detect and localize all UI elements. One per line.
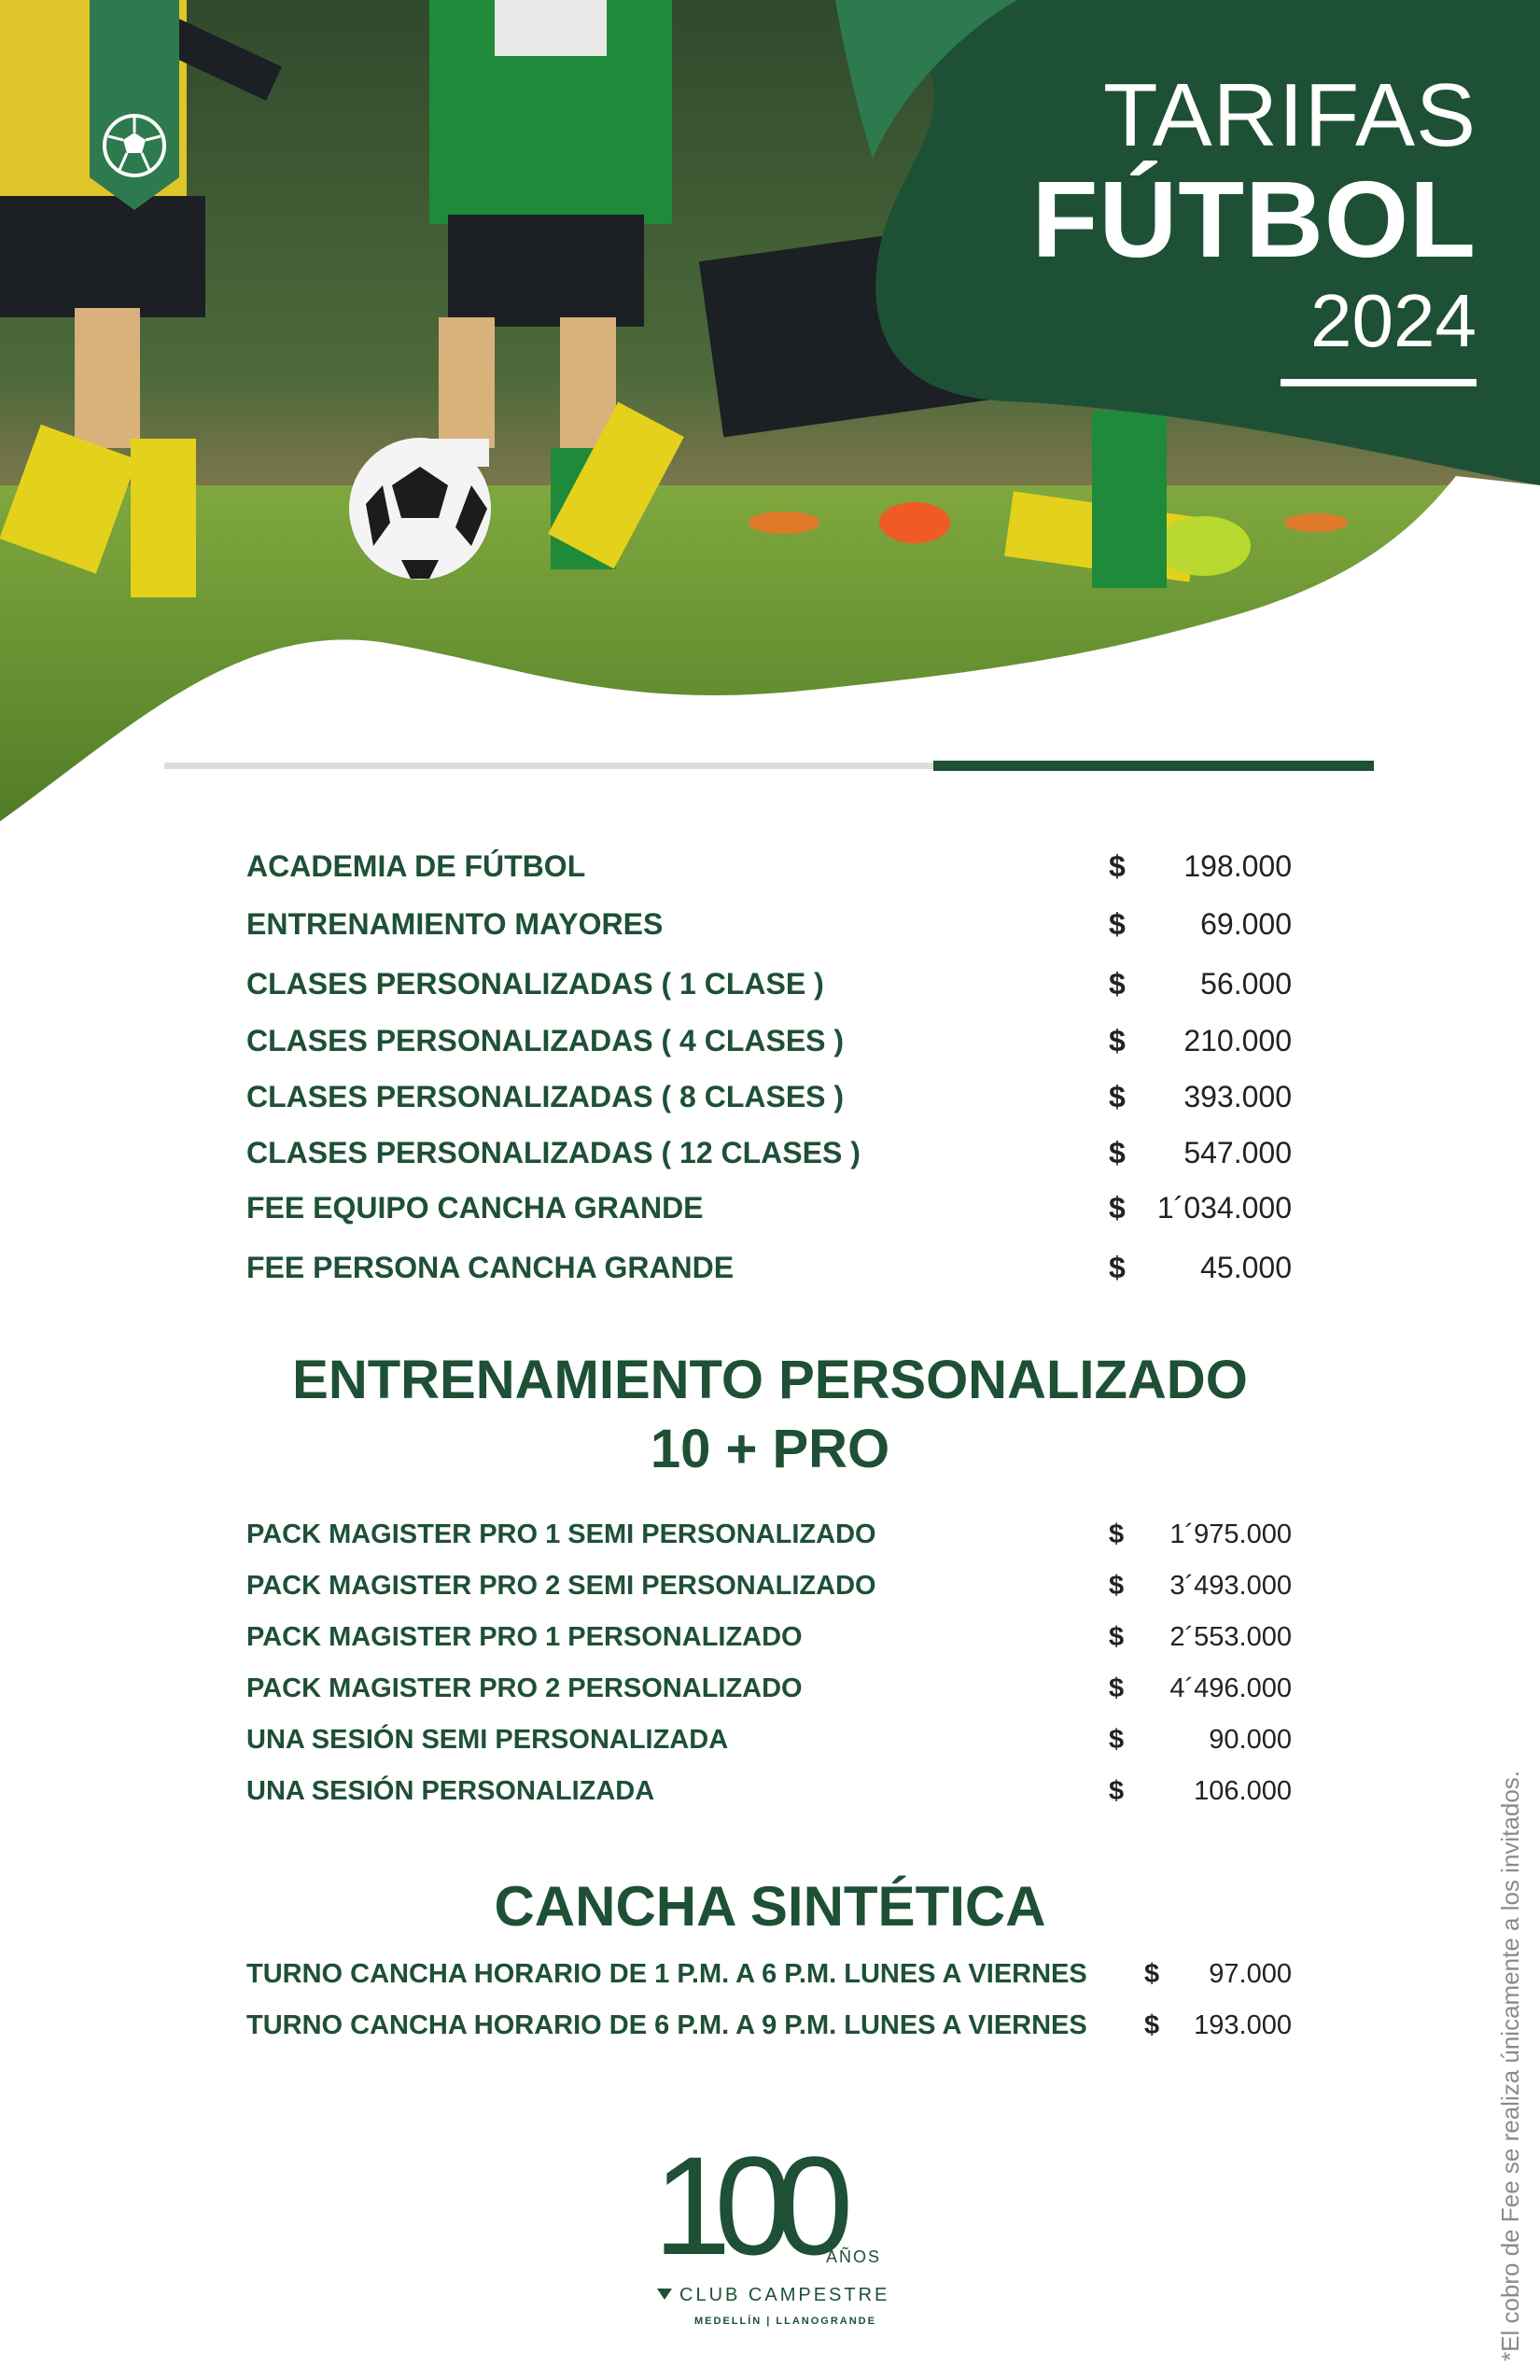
currency-symbol: $: [1109, 1136, 1126, 1169]
item-price: 56.000: [1200, 967, 1292, 1001]
heading-line-2: 10 + PRO: [650, 1419, 890, 1479]
item-label: PACK MAGISTER PRO 1 PERSONALIZADO: [246, 1622, 803, 1652]
logo-locations: MEDELLÍN | LLANOGRANDE: [694, 2316, 876, 2327]
price-row: [246, 904, 1292, 951]
item-label: CLASES PERSONALIZADAS ( 8 CLASES ): [246, 1080, 845, 1113]
price-row: [246, 1516, 1292, 1562]
price-row: [246, 2007, 1292, 2053]
fee-note: *El cobro de Fee se realiza únicamente a los invitados.: [1496, 1770, 1524, 2361]
item-price: 45.000: [1200, 1251, 1292, 1284]
item-label: TURNO CANCHA HORARIO DE 6 P.M. A 9 P.M. LUNES A VIERNES: [246, 2010, 1087, 2040]
price-row: [246, 1077, 1292, 1124]
price-row: [246, 1021, 1292, 1068]
item-label: FEE EQUIPO CANCHA GRANDE: [246, 1191, 704, 1225]
currency-symbol: $: [1109, 1571, 1125, 1601]
item-label: CLASES PERSONALIZADAS ( 12 CLASES ): [246, 1136, 861, 1169]
item-label: UNA SESIÓN PERSONALIZADA: [246, 1776, 655, 1806]
currency-symbol: $: [1109, 1776, 1125, 1806]
currency-symbol: $: [1109, 1191, 1126, 1225]
currency-symbol: $: [1109, 1673, 1125, 1703]
currency-symbol: $: [1109, 849, 1126, 883]
item-price: 3´493.000: [1169, 1571, 1292, 1601]
logo-anos: AÑOS: [826, 2247, 882, 2266]
page-title: [1032, 67, 1477, 368]
currency-symbol: $: [1109, 1622, 1125, 1652]
price-row: [246, 1133, 1292, 1180]
currency-symbol: $: [1109, 1725, 1125, 1755]
currency-symbol: $: [1144, 2010, 1160, 2040]
price-row: [246, 1567, 1292, 1614]
divider-green: [933, 761, 1374, 771]
item-price: 106.000: [1194, 1776, 1292, 1806]
logo-club-name: CLUB CAMPESTRE: [679, 2285, 890, 2305]
price-row: [246, 847, 1292, 893]
price-row: [246, 1721, 1292, 1768]
item-label: TURNO CANCHA HORARIO DE 1 P.M. A 6 P.M. LUNES A VIERNES: [246, 1959, 1087, 1989]
price-row: [246, 1955, 1292, 2002]
soccer-ball-illustration: [349, 438, 491, 580]
item-label: ENTRENAMIENTO MAYORES: [246, 907, 664, 941]
section-divider: [164, 761, 1374, 770]
currency-symbol: $: [1109, 1080, 1126, 1113]
item-price: 90.000: [1209, 1725, 1292, 1755]
currency-symbol: $: [1109, 907, 1126, 941]
item-price: 97.000: [1209, 1959, 1292, 1989]
price-row: [246, 1248, 1292, 1295]
price-row: [246, 1772, 1292, 1819]
item-price: 1´975.000: [1169, 1519, 1292, 1549]
item-price: 2´553.000: [1169, 1622, 1292, 1652]
item-price: 393.000: [1183, 1080, 1292, 1113]
club-logo: [653, 2147, 896, 2333]
item-price: 4´496.000: [1169, 1673, 1292, 1703]
price-row: [246, 1618, 1292, 1665]
item-label: ACADEMIA DE FÚTBOL: [246, 849, 586, 883]
section-heading-cancha: CANCHA SINTÉTICA: [494, 1875, 1046, 1938]
title-line-2: FÚTBOL: [1031, 159, 1477, 280]
item-price: 193.000: [1194, 2010, 1292, 2040]
logo-number: 100: [653, 2147, 837, 2284]
item-label: CLASES PERSONALIZADAS ( 4 CLASES ): [246, 1024, 845, 1057]
item-label: UNA SESIÓN SEMI PERSONALIZADA: [246, 1725, 729, 1755]
item-price: 69.000: [1200, 907, 1292, 941]
item-price: 547.000: [1183, 1136, 1292, 1169]
currency-symbol: $: [1109, 1024, 1126, 1057]
item-price: 198.000: [1183, 849, 1292, 883]
section-heading-entrenamiento: [0, 1346, 1540, 1484]
title-underline: [1281, 379, 1477, 386]
currency-symbol: $: [1109, 967, 1126, 1001]
item-label: CLASES PERSONALIZADAS ( 1 CLASE ): [246, 967, 824, 1001]
ribbon-badge: [90, 0, 179, 210]
item-label: PACK MAGISTER PRO 1 SEMI PERSONALIZADO: [246, 1519, 876, 1549]
title-year: 2024: [1310, 279, 1477, 362]
divider-grey: [164, 763, 935, 769]
currency-symbol: $: [1144, 1959, 1160, 1989]
currency-symbol: $: [1109, 1519, 1125, 1549]
logo-triangle-icon: [657, 2289, 672, 2300]
item-price: 210.000: [1183, 1024, 1292, 1057]
item-label: PACK MAGISTER PRO 2 PERSONALIZADO: [246, 1673, 803, 1703]
item-price: 1´034.000: [1156, 1191, 1292, 1225]
heading-line-1: ENTRENAMIENTO PERSONALIZADO: [292, 1350, 1248, 1410]
currency-symbol: $: [1109, 1251, 1126, 1284]
price-row: [246, 964, 1292, 1011]
price-row: [246, 1188, 1292, 1235]
title-line-1: TARIFAS: [1103, 65, 1477, 165]
item-label: PACK MAGISTER PRO 2 SEMI PERSONALIZADO: [246, 1571, 876, 1601]
item-label: FEE PERSONA CANCHA GRANDE: [246, 1251, 735, 1284]
price-row: [246, 1670, 1292, 1716]
